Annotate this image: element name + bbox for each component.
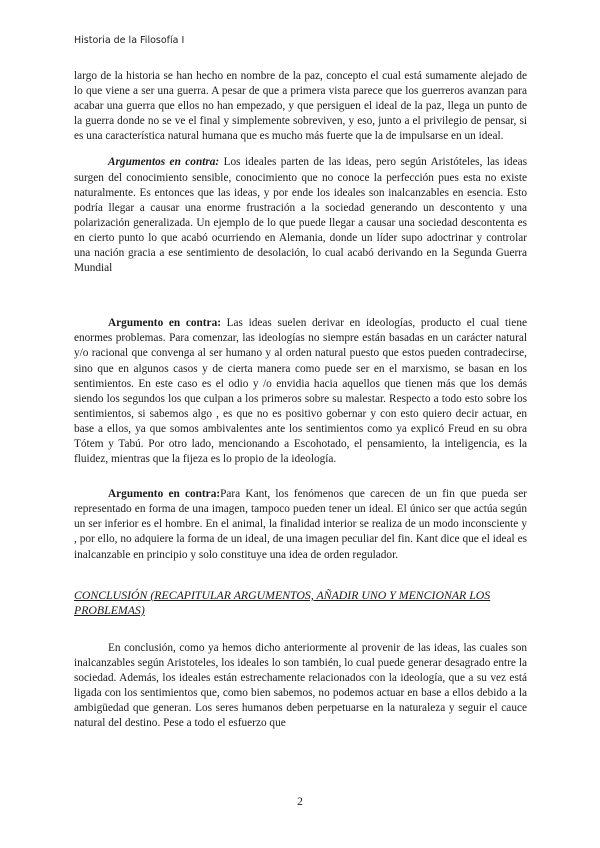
running-header: Historia de la Filosofía I xyxy=(74,35,185,46)
page-number: 2 xyxy=(297,796,303,808)
paragraph-conclusion xyxy=(74,641,527,732)
argument-lead: Argumento en contra: xyxy=(108,488,221,501)
paragraph-text: En conclusión, como ya hemos dicho anteriormente al provenir de las ideas, las cuales son inalcanzables según Aristoteles, los ideales lo son también, lo cual puede generar desagrado entre la sociedad. Además, los ideales están estrechamente relacionados con la ideología, que a su vez está ligada con los sentimientos que, como bien sabemos, no podemos actuar en base a ellos debido a la ambigüedad que generan. Los seres humanos deben perpetuarse en la naturaleza y seguir el cauce natural del destino. Pese a todo el esfuerzo que xyxy=(74,641,527,730)
paragraph-war-and-peace xyxy=(74,69,527,144)
conclusion-heading: CONCLUSIÓN (RECAPITULAR ARGUMENTOS, AÑADIR UNO Y MENCIONAR LOS PROBLEMAS) xyxy=(74,587,491,617)
paragraph-text: Los ideales parten de las ideas, pero según Aristóteles, las ideas surgen del conocimiento sensible, conocimiento que no conoce la perfección pues esta no existe naturalmente. Es entonces que las ideas, y por ende los ideales son inalcanzables en esencia. Esto podría llegar a causar una enorme frustración a la sociedad generando un descontento y una polarización generalizada. Un ejemplo de lo que puede llegar a causar una sociedad descontenta es en cierto punto lo que acabó ocurriendo en Alemania, donde un líder supo adoctrinar y controlar una nación gracia a ese sentimiento de desolación, lo cual acabó derivando en la Segunda Guerra Mundial xyxy=(74,156,528,275)
paragraph-argument-ideologies xyxy=(74,316,527,467)
document-body xyxy=(74,69,527,731)
argument-lead: Argumentos en contra: xyxy=(108,156,220,169)
paragraph-text: largo de la historia se han hecho en nombre de la paz, concepto el cual está sumamente alejado de lo que viene a ser una guerra. A pesar de que a primera vista parece que los guerreros avanzan para acabar una guerra que ellos no han empezado, y que persiguen el ideal de la paz, llega un punto de la guerra donde no se ve el final y simplemente sobreviven, y eso, junto a el privilegio de pensar, si es una característica natural humana que es mucho más fuerte que la de impulsarse en un ideal. xyxy=(74,70,527,143)
argument-lead: Argumento en contra: xyxy=(108,317,221,330)
paragraph-text: Para Kant, los fenómenos que carecen de un fin que pueda ser representado en forma de una imagen, tampoco pueden tener un ideal. El único ser que actúa según un ser inferior es el hombre. En el animal, la finalidad interior se realiza de un modo inconsciente y , por ello, no adquiere la forma de un ideal, de una imagen peculiar del fin. Kant dice que el ideal es inalcanzable en principio y solo constituye una idea de orden regulador. xyxy=(74,488,527,561)
paragraph-argument-aristotle xyxy=(74,155,527,276)
paragraph-text: Las ideas suelen derivar en ideologías, producto el cual tiene enormes problemas. Para comenzar, las ideologías no siempre están basadas en un carácter natural y/o racional que convenga al ser humano y al orden natural puesto que estos pueden contradecirse, sino que en algunos casos y de cierta manera como puede ser en el marxismo, se basan en los sentimientos. En este caso es el odio y /o envidia hacia aquellos que tienen más que los demás siendo los segundos los que culpan a los primeros sobre su malestar. Respecto a todo esto sobre los sentimientos, si sabemos algo , es que no es positivo gobernar y con esto quiero decir actuar, en base a ellos, ya que somos ambivalentes ante los sentimientos como ya explicó Freud en su obra Tótem y Tabú. Por otro lado, mencionando a Escohotado, el pensamiento, la inteligencia, es la fluidez, mientras que la fijeza es lo propio de la ideología. xyxy=(74,317,527,466)
paragraph-argument-kant xyxy=(74,487,527,562)
